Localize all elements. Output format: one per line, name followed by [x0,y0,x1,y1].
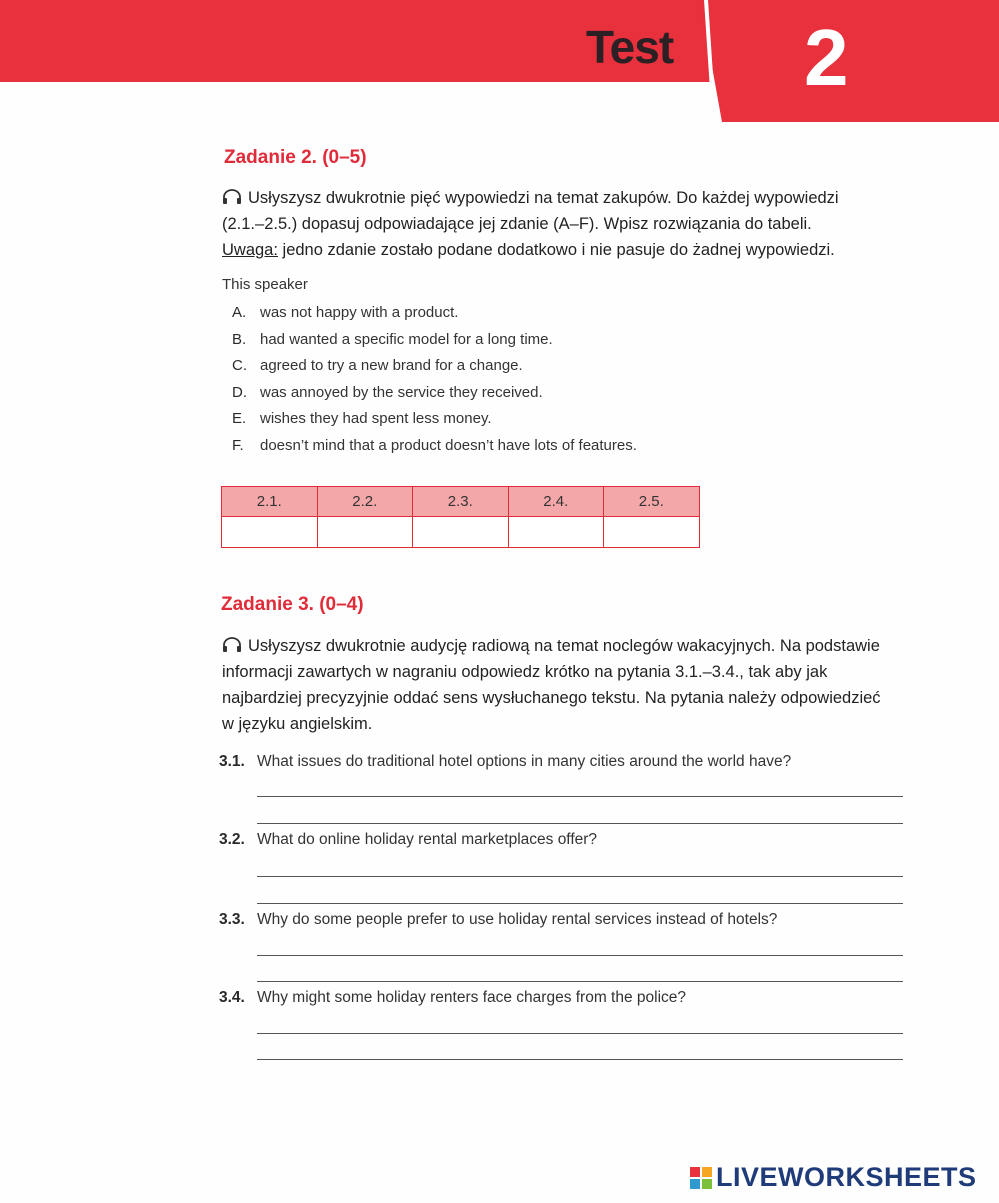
task2-title: Zadanie 2. (0–5) [224,147,367,168]
answer-cell-2-3[interactable] [413,517,509,548]
answer-line[interactable] [257,1059,903,1060]
headphones-icon [222,637,242,653]
answer-line[interactable] [257,903,903,904]
answer-line[interactable] [257,1033,903,1034]
option-b: B. had wanted a specific model for a long time. [232,331,553,348]
task2-lead: This speaker [222,276,308,293]
logo-squares-icon [690,1167,712,1189]
answer-cell-2-4[interactable] [508,517,604,548]
task2-note-label: Uwaga: [222,241,278,259]
task3-instruction-line-3: najbardziej precyzyjnie oddać sens wysłuchanego tekstu. Na pytania należy odpowiedzieć [222,689,881,707]
answer-header-2-4: 2.4. [508,487,604,517]
answer-header-2-5: 2.5. [604,487,700,517]
answer-header-2-2: 2.2. [317,487,413,517]
answer-cell-2-5[interactable] [604,517,700,548]
option-e: E. wishes they had spent less money. [232,410,492,427]
answer-table [221,486,700,548]
option-a: A. was not happy with a product. [232,304,459,321]
answer-line[interactable] [257,955,903,956]
option-d: D. was annoyed by the service they received. [232,384,543,401]
test-number: 2 [804,13,849,102]
task2-instruction-line-1: Usłyszysz dwukrotnie pięć wypowiedzi na temat zakupów. Do każdej wypowiedzi [248,189,839,207]
question-3-4: 3.4. Why might some holiday renters face charges from the police? [219,989,687,1006]
header-number-band [700,0,999,122]
question-3-1: 3.1. What issues do traditional hotel options in many cities around the world have? [219,753,792,770]
question-3-3: 3.3. Why do some people prefer to use holiday rental services instead of hotels? [219,911,778,928]
answer-line[interactable] [257,981,903,982]
answer-line[interactable] [257,796,903,797]
task2-note-text: jedno zdanie zostało podane dodatkowo i nie pasuje do żadnej wypowiedzi. [277,241,835,259]
answer-cell-2-2[interactable] [317,517,413,548]
question-3-2: 3.2. What do online holiday rental marketplaces offer? [219,831,598,848]
task3-instruction-line-1: Usłyszysz dwukrotnie audycję radiową na temat noclegów wakacyjnych. Na podstawie [248,637,880,655]
answer-cell-2-1[interactable] [222,517,318,548]
answer-line[interactable] [257,876,903,877]
task3-instruction-line-4: w języku angielskim. [222,715,373,733]
brand-name: LIVEWORKSHEETS [716,1162,977,1192]
task3-instructions [222,633,934,737]
answer-header-2-1: 2.1. [222,487,318,517]
test-label: Test [586,21,674,73]
liveworksheets-logo [690,1162,977,1193]
task3-title: Zadanie 3. (0–4) [221,594,364,615]
option-c: C. agreed to try a new brand for a change. [232,357,523,374]
task3-instruction-line-2: informacji zawartych w nagraniu odpowiedz krótko na pytania 3.1.–3.4., tak aby jak [222,663,828,681]
task2-instruction-line-2: (2.1.–2.5.) dopasuj odpowiadające jej zdanie (A–F). Wpisz rozwiązania do tabeli. [222,215,812,233]
headphones-icon [222,189,242,205]
task2-instructions [222,185,934,263]
answer-header-2-3: 2.3. [413,487,509,517]
answer-line[interactable] [257,823,903,824]
option-f: F. doesn’t mind that a product doesn’t have lots of features. [232,437,637,454]
